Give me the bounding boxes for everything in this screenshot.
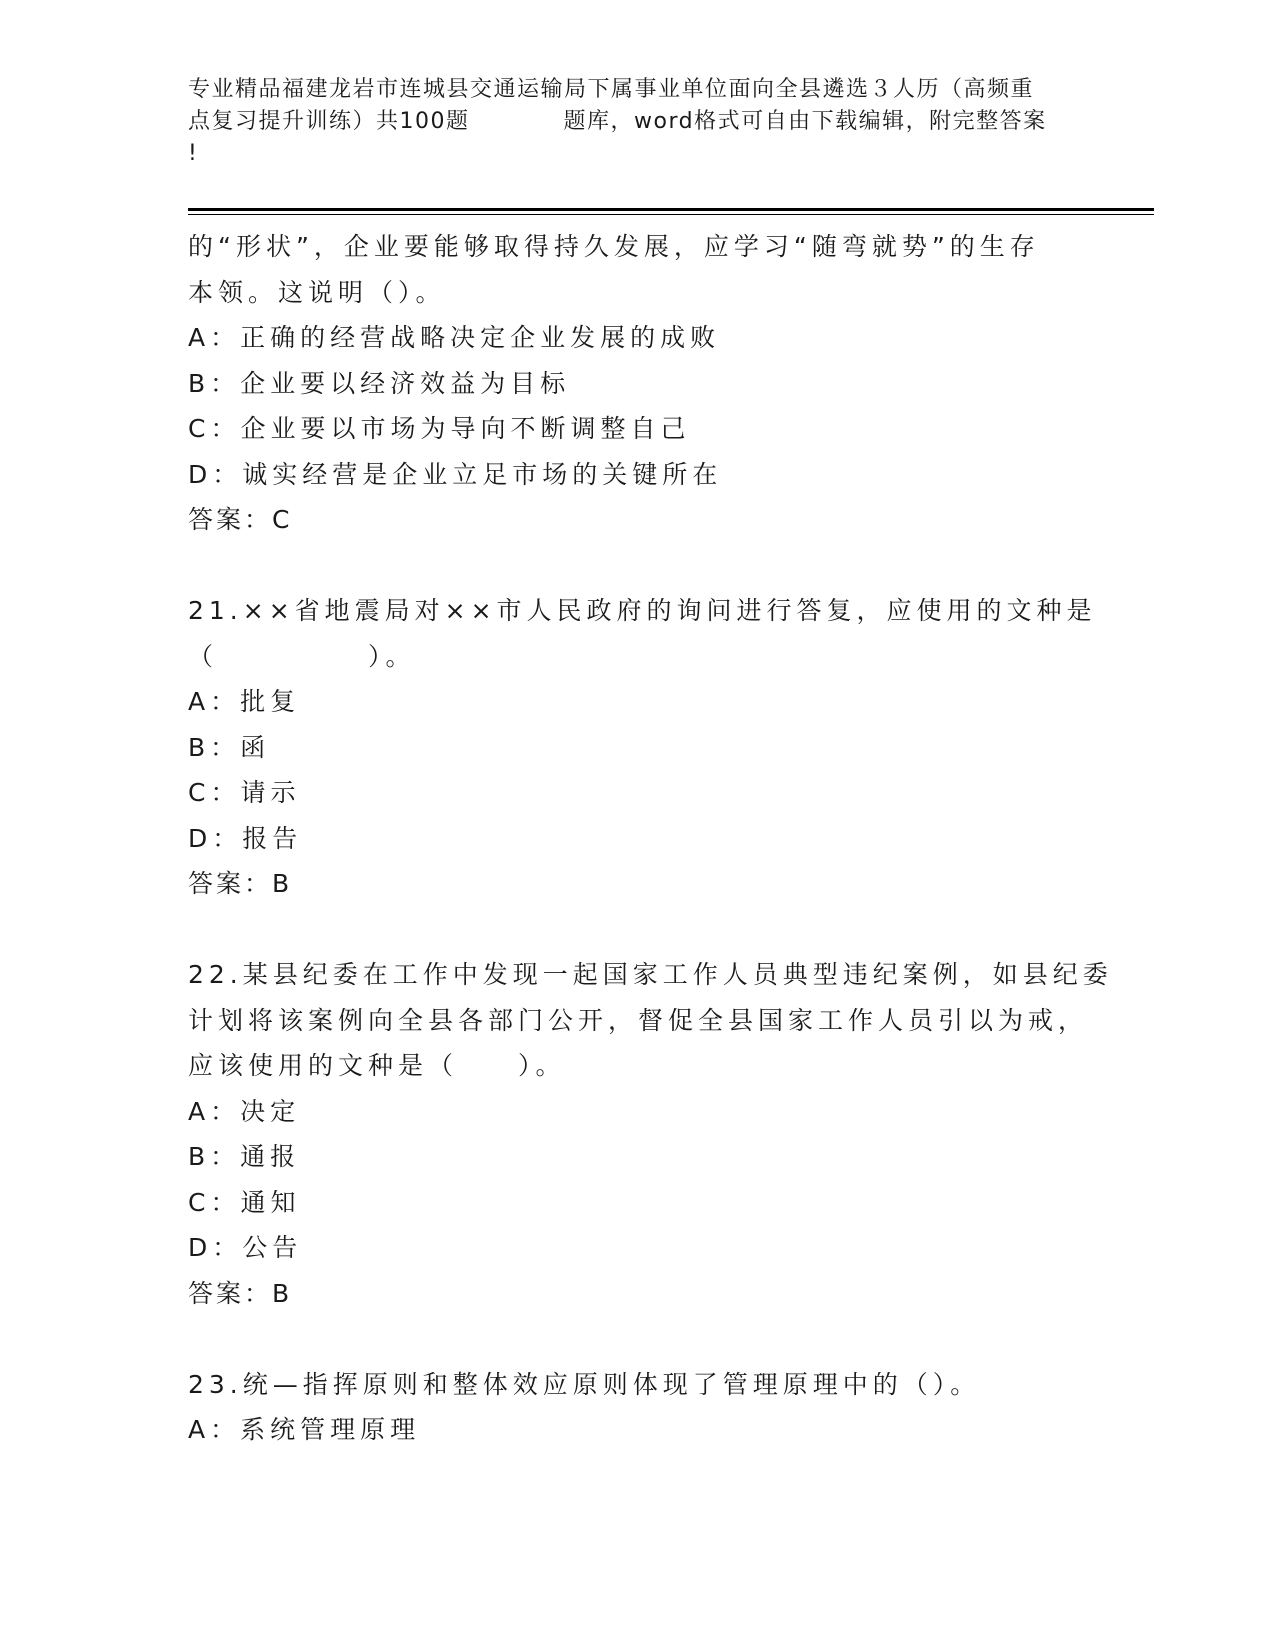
option-c: C：通知 xyxy=(188,1187,301,1217)
header-line-2: 点复习提升训练）共100题 题库，word格式可自由下载编辑，附完整答案 xyxy=(188,109,1047,134)
option-c: C：请示 xyxy=(188,778,301,807)
question-text-line: 的“形状”，企业要能够取得持久发展，应学习“随弯就势”的生存 xyxy=(188,232,1040,261)
question-spacer xyxy=(188,543,1088,589)
answer-line: 答案：C xyxy=(188,505,293,534)
option-a: A：决定 xyxy=(188,1096,301,1126)
option-a: A：系统管理原理 xyxy=(188,1415,421,1444)
header-divider-thick xyxy=(188,208,1154,211)
document-header xyxy=(188,74,1088,170)
option-b: B：企业要以经济效益为目标 xyxy=(188,368,571,398)
option-a: A：批复 xyxy=(188,687,301,716)
header-line-1: 专业精品福建龙岩市连城县交通运输局下属事业单位面向全县遴选３人历（高频重 xyxy=(188,77,1035,102)
question-21-text: （ ）。 xyxy=(188,641,416,671)
option-d: D：公告 xyxy=(188,1233,303,1262)
option-b: B：通报 xyxy=(188,1142,301,1171)
question-spacer xyxy=(188,907,1088,953)
answer-line: 答案：B xyxy=(188,869,293,898)
question-22-text: 计划将该案例向全县各部门公开，督促全县国家工作人员引以为戒， xyxy=(188,1005,1089,1035)
option-a: A：正确的经营战略决定企业发展的成败 xyxy=(188,323,721,352)
question-spacer xyxy=(188,1316,1088,1362)
answer-line: 答案：B xyxy=(188,1278,293,1308)
option-d: D：报告 xyxy=(188,823,303,853)
question-list xyxy=(188,224,1113,1453)
question-21-text: 21.××省地震局对××市人民政府的询问进行答复，应使用的文种是 xyxy=(188,596,1097,625)
question-22-text: 应该使用的文种是（ ）。 xyxy=(188,1051,566,1080)
option-b: B：函 xyxy=(188,732,271,762)
question-text-line: 本领。这说明（）。 xyxy=(188,277,446,307)
option-d: D：诚实经营是企业立足市场的关键所在 xyxy=(188,459,723,489)
question-22-text: 22.某县纪委在工作中发现一起国家工作人员典型违纪案例，如县纪委 xyxy=(188,960,1113,989)
header-divider-thin xyxy=(188,214,1154,215)
option-c: C：企业要以市场为导向不断调整自己 xyxy=(188,414,691,443)
question-23-text: 23.统—指挥原则和整体效应原则体现了管理原理中的（）。 xyxy=(188,1369,981,1399)
header-line-3: ! xyxy=(188,141,199,166)
